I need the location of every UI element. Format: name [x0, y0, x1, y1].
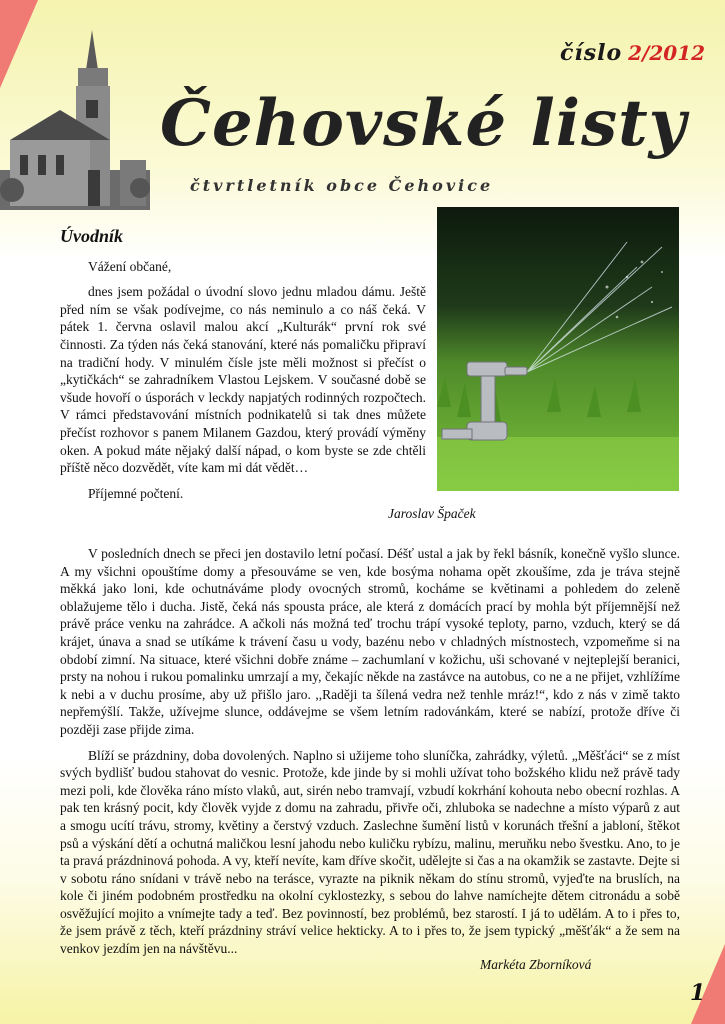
sprinkler-photo: [437, 207, 679, 491]
editorial-closing: Příjemné počtení.: [88, 485, 184, 501]
masthead-subtitle: čtvrtletník obce Čehovice: [190, 176, 494, 195]
issue-number: 2/2012: [628, 41, 706, 65]
editorial-greeting: Vážení občané,: [88, 258, 172, 274]
masthead-title: Čehovské listy: [160, 86, 687, 161]
article-signature: Markéta Zborníková: [480, 957, 592, 972]
issue-label: [560, 40, 705, 66]
editorial-body: dnes jsem požádal o úvodní slovo jednu mladou dámu. Ještě před ním se však podívejme, co nás neminulo a co náš čeká. V pátek 1. června oslavil malou akcí „Kulturák“ první rok své činnosti. Za týden nás čeká stanování, které nás pomaličku připraví na tradiční hody. V minulém čísle jste měli možnost si přečíst o „kytičkách“ se zahradníkem Vlastou Lejskem. V současné době se všude hovoří o úsporách v leckdy napjatých rodinných rozpočtech. V rámci představování místních podnikatelů si tak dnes můžete přečíst rozhovor s panem Milanem Gazdou, který provádí výměny oken. A pokud máte nějaký další nápad, o kom byste se zde chtěli příště něco dozvědět, víte kam mi dát vědět…: [60, 284, 426, 476]
article-paragraph: Blíží se prázdniny, doba dovolených. Naplno si užijeme toho sluníčka, zahrádky, výletů. „Měšťáci“ se z míst svých bydlišť budou stahovat do vesnic. Protože, kde jinde by si mohli užívat toho božského klidu než právě tady mezi poli, kde člověka ráno místo vlaků, aut, sirén nebo tramvají, vzbudí kokrhání kohouta nebo obecní rozhlas. A pak ten krásný pocit, kdy člověk vyjde z domu na zahradu, přivře oči, zhluboka se nadechne a místo výparů z aut a smogu ucítí trávu, stromy, květiny a čerstvý vzduch. Zaslechne šumění listů v korunách třešní a jabloní, štěkot psů a výskání dětí a ochutná maličkou lesní jahodu nebo kuličku rybízu, malinu, meruňku nebo švestku. Ano, to je ta pravá prázdninová pohoda. A vy, kteří nevíte, kam dříve skočit, udělejte si čas a na okamžik se zastavte. Dejte si v sobotu ráno snídani v trávě nebo na terásce, vyrazte na piknik někam do stínu stromů, vyjeďte na bruslích, na kole či jiném podobném prostředku na okolní cyklostezky, s sebou do lahve namíchejte dětem citronádu a sobě osvěžující mojito a vnímejte tady a teď. Bez povinností, bez problémů, bez starostí. I já to udělám. A to i přes to, že jsem právě z těch, kteří prázdniny stráví velice hekticky. A to i přes to, že jsem typický „měšťák“ a že sem na venkov jezdím jen na návštěvu...: [60, 747, 680, 957]
article-section: [60, 545, 680, 958]
church-illustration: [0, 20, 150, 210]
editorial-signature: Jaroslav Špaček: [388, 506, 476, 521]
editorial-heading: Úvodník: [60, 226, 123, 246]
editorial-section: [60, 228, 426, 502]
issue-word: číslo: [560, 40, 623, 66]
page-number: 1: [690, 980, 706, 1006]
article-paragraph: V posledních dnech se přeci jen dostavilo letní počasí. Déšť ustal a jak by řekl básník, konečně vyšlo slunce. A my všichni opouštíme domy a přesouváme se ven, kde bosýma nohama opět zkoušíme, zda je tráva stejně měkká jako loni, kde ochutnáváme plody ovocných stromů, kocháme se květinami a pohledem do zeleně oblažujeme tělo i ducha. Jistě, čeká nás spousta práce, ale která z domácích prací by mohla být příjemnější než právě práce venku na zahrádce. A ačkoli nás možná teď trochu trápí vysoké teploty, parno, vzduch, který se dá krájet, únava a snad se utíkáme k trávení času u vody, bazénu nebo v chladných místnostech, vzpomeňme si na období zimní. Na situace, které všichni dobře známe – zachumlaní v kožichu, uši schované v nejteplejší beranici, prsty na nohou i rukou pomalinku umrzají a my, čekajíc někde na zastávce na autobus, co ne a ne přijet, vzhlížíme k nebi a v duchu prosíme, aby už přišlo jaro. ,,Raději ta šílená vedra než tenhle mráz!“, kdo z nás v zimě takto nepřemýšlí. Takže, užívejme slunce, oddávejme se všem letním radovánkám, které se nabízí, protože dříve či později zase přijde zima.: [60, 546, 680, 737]
